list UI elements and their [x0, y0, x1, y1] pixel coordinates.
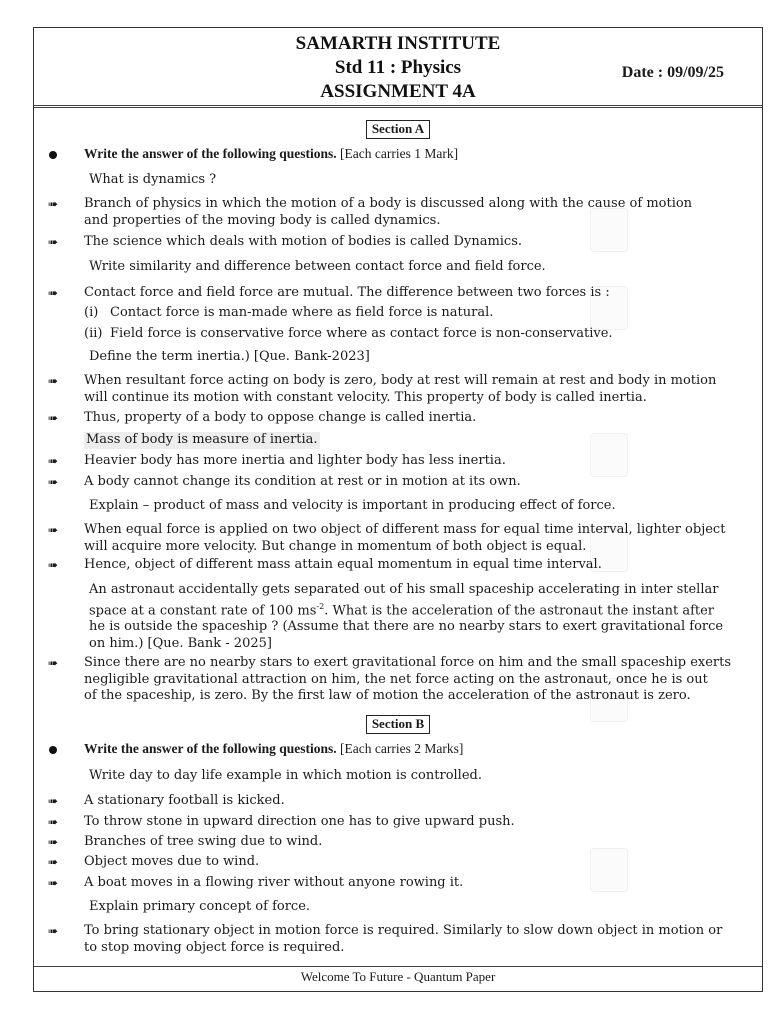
arrow-bullet-icon: ➠ — [48, 286, 59, 300]
assignment-date: Date : 09/09/25 — [621, 64, 724, 81]
institute-name: SAMARTH INSTITUTE — [295, 33, 501, 54]
arrow-bullet-icon: ➠ — [48, 235, 59, 249]
standard-subject: Std 11 : Physics — [334, 57, 462, 78]
arrow-bullet-icon: ➠ — [48, 411, 59, 425]
arrow-bullet-icon: ➠ — [48, 374, 59, 388]
header-divider — [34, 105, 762, 108]
arrow-bullet-icon: ➠ — [48, 454, 59, 468]
filled-circle-icon — [49, 741, 59, 751]
arrow-bullet-icon: ➠ — [48, 197, 59, 211]
arrow-bullet-icon: ➠ — [48, 558, 59, 572]
section-a-heading: Section A — [34, 118, 762, 139]
assignment-title: ASSIGNMENT 4A — [320, 81, 476, 102]
footer-text: Welcome To Future - Quantum Paper — [300, 969, 496, 984]
arrow-bullet-icon: ➠ — [48, 475, 59, 489]
filled-circle-icon — [49, 146, 59, 156]
arrow-bullet-icon: ➠ — [48, 876, 59, 890]
arrow-bullet-icon: ➠ — [48, 523, 59, 537]
footer-divider — [34, 966, 762, 967]
arrow-bullet-icon: ➠ — [48, 656, 59, 670]
page-frame: SAMARTH INSTITUTE Std 11 : Physics ASSIGNMENT 4A Date : 09/09/25 Section A Write the answer of the following questions. [Each carries 1 Mark] What is dynamics ? ➠ Branch of physics in which the motion of a body is discussed along with the cause of motion and properties of the moving body is called dynamics. ➠ The science which deals with motion of bodies is called Dynamics. Write similarity and difference between contact force and field force. ➠ Contact force and field force are mutual. The difference between two forces is : (i) Contact force is man-made where as field force is natural. (ii) Field force is conservative force where as contact force is non-conservative. Define the term inertia.) [Que. Bank-2023] ➠ When resultant force acting on body is zero, body at rest will remain at rest and body in motion will continue its motion with constant velocity. This property of body is called inertia. ➠ Thus, property of a body to oppose change is called inertia. Mass of body is measure of inertia. ➠ Heavier body has more inertia and lighter body has less inertia. ➠ A body cannot change its condition at rest or in motion at its own. Explain – product of mass and velocity is important in producing effect of force. ➠ When equal force is applied on two object of different mass for equal time interval, lighter object will acquire more velocity. But change in momentum of both object is equal. ➠ Hence, object of different mass attain equal momentum in equal time interval. An astronaut accidentally gets separated out of his small spaceship accelerating in inter stellar space at a constant rate of 100 $ms^{-2}$. What is the acceleration of the astronaut the instant after he is outside the spaceship ? (Assume that there are no nearby stars to exert gravitational force on him.) [Que. Bank - 2025] ➠ Since there are no nearby stars to exert gravitational force on him and the small spaceship exerts negligible gravitational attraction on him, the net force acting on the astronaut, once he is out of the spaceship, is zero. By the first law of motion the acceleration of the astronaut is zero. Section B Write the answer of the following questions. [Each carries 2 Marks] Write day to day life example in which motion is controlled. ➠ A stationary football is kicked. ➠ To throw stone in upward direction one has to give upward push. ➠ Branches of tree swing due to wind. ➠ Object moves due to wind. ➠ A boat moves in a flowing river without anyone rowing it. Explain primary concept of force. ➠ To bring stationary object in motion force is required. Similarly to slow down object in motion or to stop moving object force is required. Welcome To Future - Quantum Paper — [33, 27, 763, 992]
arrow-bullet-icon: ➠ — [48, 794, 59, 808]
page-header — [34, 28, 762, 106]
arrow-bullet-icon: ➠ — [48, 815, 59, 829]
arrow-bullet-icon: ➠ — [48, 835, 59, 849]
arrow-bullet-icon: ➠ — [48, 855, 59, 869]
arrow-bullet-icon: ➠ — [48, 924, 59, 938]
section-b-heading: Section B — [34, 713, 762, 734]
